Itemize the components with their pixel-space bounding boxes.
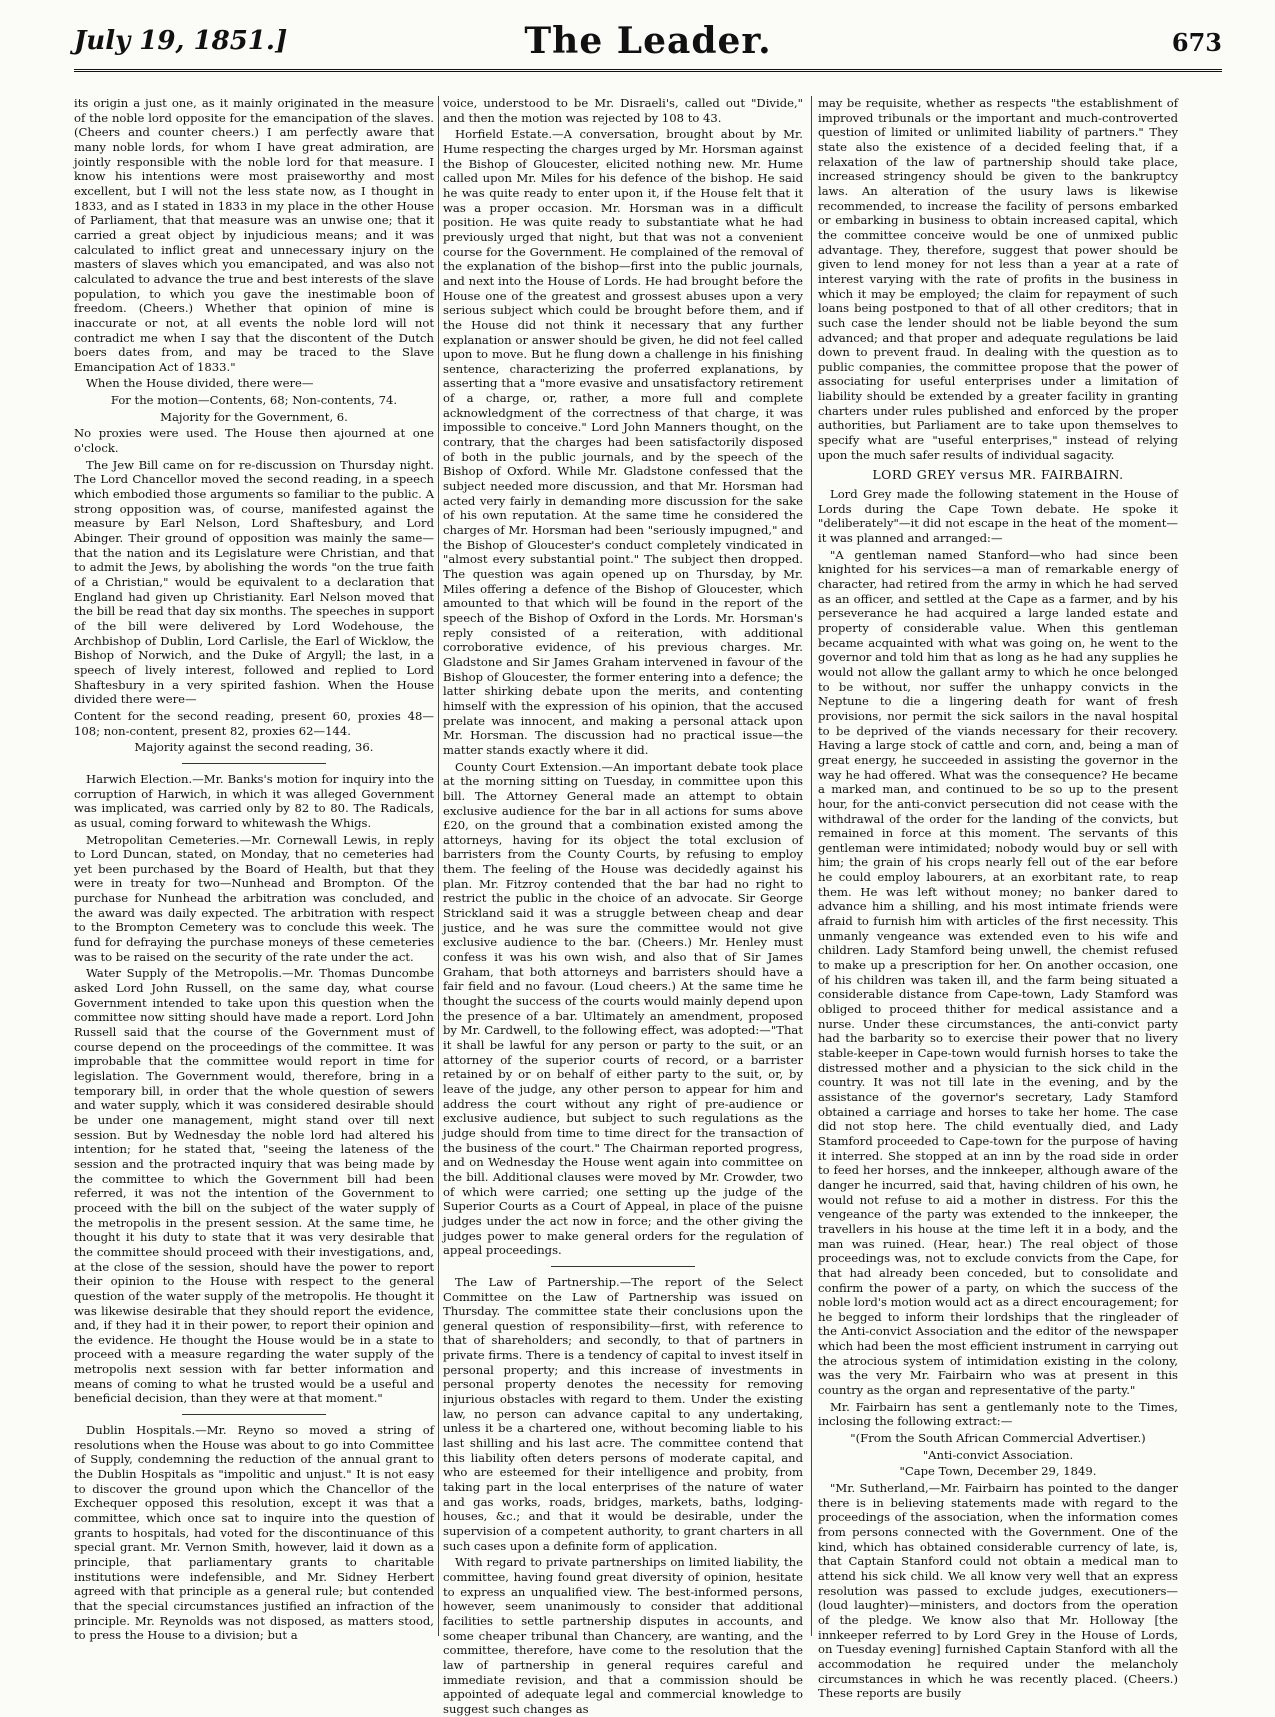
paragraph: Lord Grey made the following statement in the House of Lords during the Cape Town debate. He spoke it "deliberately"—it did not escape in the heat of the moment—it was planned and arranged:— (818, 487, 1178, 546)
masthead (74, 20, 1222, 66)
paragraph: "Cape Town, December 29, 1849. (899, 1464, 1097, 1479)
header-rule (74, 69, 1222, 72)
section-divider (182, 1414, 326, 1415)
issue-date: July 19, 1851.] (74, 26, 288, 56)
column-divider (811, 96, 812, 1636)
paragraph: "A gentleman named Stanford—who had since been knighted for his services—a man of remarkable energy of character, had retired from the army in which he had served as an officer, and settled at the Cape as a farmer, and by his perseverance he had acquired a large landed estate and property of considerable value. When this gentleman became acquainted with what was going on, he went to the governor and told him that as long as he had any supplies he would not allow the gallant army to which he once belonged to be without, nor suffer the unhappy convicts in the Neptune to die a lingering death for want of fresh provisions, nor permit the sick sailors in the naval hospital to be deprived of the viands necessary for their recovery. Having a large stock of cattle and corn, and, being a man of great energy, he succeeded in assisting the governor in the way he had offered. What was the consequence? He became a marked man, and continued to be so up to the present hour, for the anti-convict persecution did not cease with the withdrawal of the order for the landing of the convicts, but remained in force at this moment. The servants of this gentleman were intimidated; nobody would buy or sell with him; the grain of his crops nearly fell out of the ear before he could employ labourers, at an exorbitant rate, to reap them. He was left without money; no banker dared to advance him a shilling, and his most intimate friends were afraid to furnish him with articles of the first necessity. This unmanly vengeance was extended even to his wife and children. Lady Stamford being unwell, the chemist refused to make up a prescription for her. On another occasion, one of his children was taken ill, and the farm being situated a considerable distance from Cape-town, Lady Stamford was obliged to proceed thither for medical assistance and a nurse. Under these circumstances, the anti-convict party had the barbarity so to exercise their power that no livery stable-keeper in Cape-town would furnish horses to take the distressed mother and a physician to the sick child in the country. It was not till late in the evening, and by the assistance of the governor's secretary, Lady Stamford obtained a carriage and horses to take her home. The case did not stop here. The child eventually died, and Lady Stamford proceeded to Cape-town for the purpose of having it interred. She stopped at an inn by the road side in order to feed her horses, and the innkeeper, although aware of the danger he incurred, said that, having children of his own, he would not refuse to aid a mother in distress. For this the vengeance of the party was extended to the innkeeper, the travellers in his house at the time left it in a body, and the man was ruined. (Hear, hear.) The real object of those proceedings was, not to exclude convicts from the Cape, for that had already been conceded, but to consolidate and confirm the power of a party, on which the success of the noble lord's motion would act as a direct encouragement; for he begged to inform their lordships that the ringleader of the Anti-convict Association and the editor of the newspaper which had been the most efficient instrument in carrying out the atrocious system of intimidation existing in the colony, was the very Mr. Fairbairn who was at present in this country as the organ and representative of the party." (818, 547, 1178, 1398)
paragraph: may be requisite, whether as respects "the establishment of improved tribunals or the important and much-controverted question of limited or unlimited liability of partners." They state also the existence of a decided feeling that, if a relaxation of the law of partnership should take place, increased stringency should be given to the bankruptcy laws. An alteration of the usury laws is likewise recommended, to increase the facility of persons embarked or embarking in business to obtain increased capital, which the committee conceive would be one of unmixed public advantage. They, therefore, suggest that power should be given to lend money for not less than a year at a rate of interest varying with the rate of profits in the business in which it may be employed; the claim for repayment of such loans being postponed to that of all other creditors; that in such case the lender should not be liable beyond the sum advanced; and that proper and adequate regulations be laid down to prevent fraud. In dealing with the question as to public companies, the committee propose that the power of associating for useful enterprises under a limitation of liability should be extended by a greater facility in granting charters under rules published and enforced by the proper authorities, but Parliament are to take upon themselves to specify what are "useful enterprises," instead of relying upon the much safer results of individual sagacity. (818, 96, 1178, 462)
newspaper-title: The Leader. (524, 20, 772, 62)
paragraph: Dublin Hospitals.—Mr. Reyno so moved a string of resolutions when the House was about to go into Committee of Supply, condemning the reduction of the annual grant to the Dublin Hospitals as "impolitic and unjust." It is not easy to discover the ground upon which the Chancellor of the Exchequer opposed this resolution, except it was that a committee, which once sat to inquire into the question of grants to hospitals, had voted for the discontinuance of this special grant. Mr. Vernon Smith, however, laid it down as a principle, that parliamentary grants to charitable institutions were indefensible, and Mr. Sidney Herbert agreed with that principle as a general rule; but contended that the special circumstances justified an infraction of the principle. Mr. Reynolds was not disposed, as matters stood, to press the House to a division; but a (74, 1423, 434, 1643)
paragraph: For the motion—Contents, 68; Non-contents, 74. (110, 393, 398, 408)
paragraph: County Court Extension.—An important debate took place at the morning sitting on Tuesday, in committee upon this bill. The Attorney General made an attempt to obtain exclusive audience for the bar in all actions for sums above £20, on the ground that a combination existed among the attorneys, having for its object the total exclusion of barristers from the County Courts, by refusing to employ them. The feeling of the House was decidedly against his plan. Mr. Fitzroy contended that the bar had no right to restrict the public in the choice of an advocate. Sir George Strickland said it was a struggle between cheap and dear justice, and he was sure the committee would not give exclusive audience to the bar. (Cheers.) Mr. Henley must confess it was his own wish, and also that of Sir James Graham, that both attorneys and barristers should have a fair field and no favour. (Loud cheers.) At the same time he thought the success of the courts would mainly depend upon the presence of a bar. Ultimately an amendment, proposed by Mr. Cardwell, to the following effect, was adopted:—"That it shall be lawful for any person or party to the suit, or an attorney of the superior courts of record, or a barrister retained by or on behalf of either party to the suit, or, by leave of the judge, any other person to appear for him and address the court without any right of pre-audience or exclusive audience, but subject to such regulations as the judge should from time to time direct for the transaction of the business of the court." The Chairman reported progress, and on Wednesday the House went again into committee on the bill. Additional clauses were moved by Mr. Crowder, two of which were carried; one setting up the judge of the Superior Courts as a Court of Appeal, in place of the puisne judges under the act now in force; and the other giving the judges power to make general orders for the regulation of appeal proceedings. (443, 759, 803, 1258)
article-heading: LORD GREY versus MR. FAIRBAIRN. (872, 467, 1124, 483)
column-1 (74, 96, 434, 1644)
paragraph: its origin a just one, as it mainly originated in the measure of the noble lord opposite for the emancipation of the slaves. (Cheers and counter cheers.) I am perfectly aware that many noble lords, for whom I have great admiration, are jointly responsible with the noble lord for that measure. I know his intentions were most praiseworthy and most excellent, but I will not the less state now, as I thought in 1833, and as I stated in 1833 in my place in the other House of Parliament, that that measure was an unwise one; that it carried a great object by injudicious means; and it was calculated to inflict great and unnecessary injury on the masters of slaves which you emancipated, and was also not calculated to advance the true and best interests of the slave population, to which you gave the inestimable boon of freedom. (Cheers.) Whether that opinion of mine is inaccurate or not, at all events the noble lord will not contradict me when I say that the discontent of the Dutch boers dates from, and may be traced to the Slave Emancipation Act of 1833." (74, 96, 434, 374)
paragraph: No proxies were used. The House then ajourned at one o'clock. (74, 426, 434, 456)
paragraph: Horfield Estate.—A conversation, brought about by Mr. Hume respecting the charges urged by Mr. Horsman against the Bishop of Gloucester, elicited nothing new. Mr. Hume called upon Mr. Miles for his defence of the bishop. He said he was quite ready to enter upon it, if the House felt that it was a proper occasion. Mr. Horsman was in a difficult position. He was quite ready to substantiate what he had previously urged that night, but that was not a convenient course for the Government. He complained of the removal of the explanation of the bishop—first into the public journals, and next into the House of Lords. He had brought before the House one of the greatest and grossest abuses upon a very serious subject which could be brought before them, and if the House did not think it necessary that any further explanation or answer should be given, he did not feel called upon to move. But he flung down a challenge in his finishing sentence, characterizing the proferred explanations, by asserting that a "more evasive and unsatisfactory retirement of a charge, or, rather, a more full and complete acknowledgment of the correctness of that charge, it was impossible to conceive." Lord John Manners thought, on the contrary, that the charges had been satisfactorily disposed of both in the public journals, and by the speech of the Bishop of Oxford. While Mr. Gladstone confessed that the subject needed more discussion, and that Mr. Horsman had acted very fairly in demanding more discussion for the sake of his own reputation. At the same time he considered the charges of Mr. Horsman had been "seriously impugned," and the Bishop of Gloucester's conduct completely vindicated in "almost every substantial point." The subject then dropped. The question was again opened up on Thursday, by Mr. Miles offering a defence of the Bishop of Gloucester, which amounted to that which will be found in the report of the speech of the Bishop of Oxford in the Lords. Mr. Horsman's reply consisted of a reiteration, with additional corroborative evidence, of his previous charges. Mr. Gladstone and Sir James Graham intervened in favour of the Bishop of Gloucester, the former entering into a defence; the latter shirking debate upon the merits, and contenting himself with the expression of his opinion, that the accused prelate was innocent, and making a personal attack upon Mr. Horsman. The discussion had no practical issue—the matter stands exactly where it did. (443, 127, 803, 757)
paragraph: The Law of Partnership.—The report of the Select Committee on the Law of Partnership was issued on Thursday. The committee state their conclusions upon the general question of responsibility—first, with reference to that of shareholders; and secondly, to that of partners in private firms. There is a tendency of capital to invest itself in personal property; and this increase of investments in personal property denotes the necessity for removing injurious obstacles with regard to them. Under the existing law, no person can advance capital to any undertaking, unless it be a chartered one, without becoming liable to his last shilling and his last acre. The committee contend that this liability often deters persons of moderate capital, and who are esteemed for their intelligence and probity, from taking part in the local enterprises of the nature of water and gas works, roads, bridges, markets, baths, lodging-houses, &c.; and that it would be desirable, under the supervision of a competent authority, to grant charters in all such cases upon a definite form of application. (443, 1274, 803, 1553)
paragraph: Water Supply of the Metropolis.—Mr. Thomas Duncombe asked Lord John Russell, on the same day, what course Government intended to take upon this question when the committee now sitting should have made a report. Lord John Russell said that the course of the Government must of course depend on the proceedings of the committee. It was improbable that the committee would report in time for legislation. The Government would, therefore, bring in a temporary bill, in order that the whole question of sewers and water supply, which it was considered desirable should be under one management, might stand over till next session. But by Wednesday the noble lord had altered his intention; for he stated that, "seeing the lateness of the session and the protracted inquiry that was being made by the committee to which the Government bill had been referred, it was not the intention of the Government to proceed with the bill on the subject of the water supply of the metropolis in the present session. At the same time, he thought it his duty to state that it was very desirable that the committee should proceed with their investigations, and, at the close of the session, should have the power to report their opinion to the House with respect to the general question of the water supply of the metropolis. He thought it was likewise desirable that they should report the evidence, and, if they had it in their power, to report their opinion and the evidence. He thought the House would be in a state to proceed with a measure regarding the water supply of the metropolis next session with far better information and means of coming to what he trusted would be a useful and beneficial decision, than they were at that moment." (74, 966, 434, 1406)
paragraph: With regard to private partnerships on limited liability, the committee, having found great diversity of opinion, hesitate to express an unqualified view. The best-informed persons, however, seem unanimously to consider that additional facilities to settle partnership disputes in accounts, and some cheaper tribunal than Chancery, are wanting, and the committee, therefore, have come to the resolution that the law of partnership in general requires careful and immediate revision, and that a commission should be appointed of adequate legal and commercial knowledge to suggest such changes as (443, 1555, 803, 1716)
paragraph: "Mr. Sutherland,—Mr. Fairbairn has pointed to the danger there is in believing statements made with regard to the proceedings of the association, when the information comes from persons connected with the Government. One of the kind, which has obtained considerable currency of late, is, that Captain Stanford could not obtain a medical man to attend his sick child. We all know very well that an express resolution was passed to exclude judges, executioners—(loud laughter)—ministers, and doctors from the operation of the pledge. We know also that Mr. Holloway [the innkeeper referred to by Lord Grey in the House of Lords, on Tuesday evening] furnished Captain Stanford with all the accommodation he required under the melancholy circumstances in which he was recently placed. (Cheers.) These reports are busily (818, 1481, 1178, 1701)
paragraph: voice, understood to be Mr. Disraeli's, called out "Divide," and then the motion was rejected by 108 to 43. (443, 96, 803, 125)
paragraph: Majority for the Government, 6. (160, 409, 348, 424)
paragraph: "(From the South African Commercial Advertiser.) (850, 1431, 1146, 1446)
section-divider (182, 763, 326, 764)
paragraph: Content for the second reading, present 60, proxies 48—108; non-content, present 82, proxies 62—144. (74, 708, 434, 738)
column-2 (443, 96, 803, 1716)
paragraph: "Anti-convict Association. (922, 1447, 1074, 1462)
page-number: 673 (1171, 28, 1222, 57)
column-3 (818, 96, 1178, 1701)
section-divider (551, 1266, 695, 1267)
paragraph: Mr. Fairbairn has sent a gentlemanly note to the Times, inclosing the following extract:— (818, 1399, 1178, 1429)
column-divider (438, 96, 439, 1636)
paragraph: Metropolitan Cemeteries.—Mr. Cornewall Lewis, in reply to Lord Duncan, stated, on Monday, that no cemeteries had yet been purchased by the Board of Health, but that they were in treaty for two—Nunhead and Brompton. Of the purchase for Nunhead the arbitration was concluded, and the award was daily expected. The arbitration with respect to the Brompton Cemetery was to conclude this week. The fund for defraying the purchase moneys of these cemeteries was to be raised on the security of the rate under the act. (74, 832, 434, 964)
paragraph: Majority against the second reading, 36. (134, 740, 374, 755)
paragraph: When the House divided, there were— (86, 376, 314, 391)
paragraph: The Jew Bill came on for re-discussion on Thursday night. The Lord Chancellor moved the second reading, in a speech which embodied those arguments so familiar to the public. A strong opposition was, of course, manifested against the measure by Earl Nelson, Lord Shaftesbury, and Lord Abinger. Their ground of opposition was mainly the same—that the nation and its Legislature were Christian, and that to admit the Jews, by abolishing the words "on the true faith of a Christian," would be equivalent to a declaration that England had given up Christianity. Earl Nelson moved that the bill be read that day six months. The speeches in support of the bill were delivered by Lord Wodehouse, the Archbishop of Dublin, Lord Carlisle, the Earl of Wicklow, the Bishop of Norwich, and the Duke of Argyll; the last, in a speech of lively interest, followed and replied to Lord Shaftesbury in a very spirited fashion. When the House divided there were— (74, 457, 434, 707)
paragraph: Harwich Election.—Mr. Banks's motion for inquiry into the corruption of Harwich, in which it was alleged Government was implicated, was carried only by 82 to 80. The Radicals, as usual, coming forward to whitewash the Whigs. (74, 771, 434, 830)
